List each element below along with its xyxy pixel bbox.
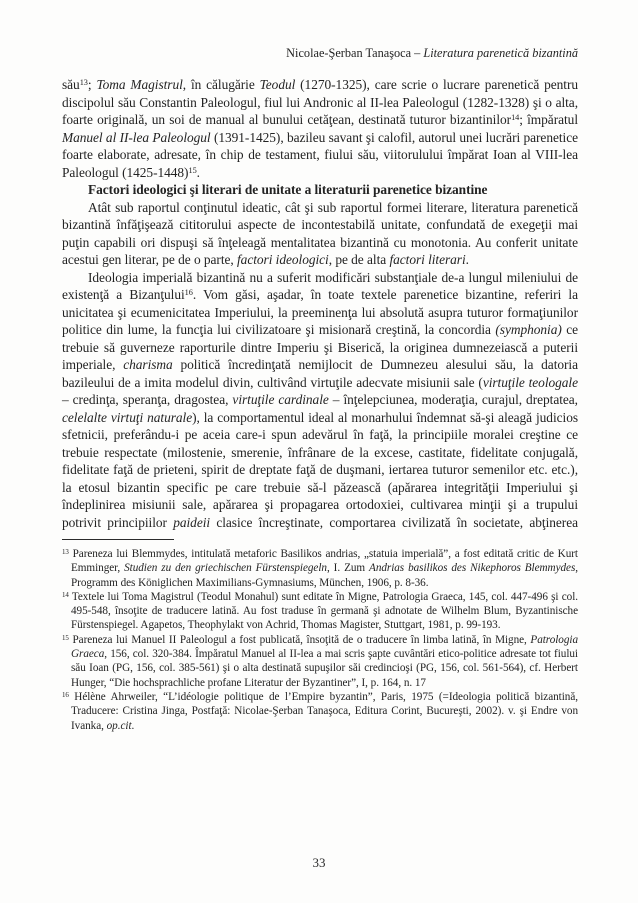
paragraph: Atât sub raportul conţinutul ideatic, cât şi sub raportul formei literare, literatura parenetică bizantină înfăţişează cititorului aspecte de incontestabilă unitate, confundată de exegeţii mai puţin capabili ori dispuşi să înţeleagă mentalitatea bizantină cu monotonia. Au conferit unitate acestui gen literar, pe de o parte, factori ideologici, pe de alta factori literari. [62, 199, 578, 267]
section-heading: Factori ideologici şi literari de unitate a literaturii parenetice bizantine [88, 182, 488, 197]
footnote-separator [62, 539, 174, 540]
page-number: 33 [312, 855, 326, 870]
paragraph: Ideologia imperială bizantină nu a suferit modificări substanţiale de-a lungul mileniului de existenţă a Bizanţului$^{16}$. Vom găsi, aşadar, în toate textele parenetice bizantine, referiri la unicitatea şi ecumenicitatea Imperiului, la preeminenţa lui absolută asupra tuturor formaţiunilor politice din lume, la funcţia lui civilizatoare şi misionară creştină, la concordia (symphonia) ce trebuie să guverneze raporturile dintre Imperiu şi Biserică, la originea dumnezeiască a puterii imperiale, charisma politică încredinţată nemijlocit de Dumnezeu alesului său, la datoria bazileului de a imita modelul divin, cultivând virtuţile adecvate misiunii sale (virtuţile teologale – credinţa, speranţa, dragostea, virtuţile cardinale – înţelepciunea, moderaţia, curajul, dreptatea, celelalte virtuţi naturale), la comportamentul ideal al monarhului îndemnat să-şi aleagă judicios sfetnicii, preferându-i pe aceia care-i spun adevărul în faţă, la principiile moralei creştine ce trebuie respectate (milostenie, smerenie, înfrânare de la excese, castitate, fidelitate conjugală, fidelitate faţă de prieteni, spirit de dreptate faţă de duşmani, iertarea tuturor semenilor etc. etc.), la etosul bizantin specific pe care trebuie să-l păzească (apărarea integrităţii Imperiului şi îndeplinirea misiunii sale, apărarea şi propagarea ortodoxiei, cultivarea minţii şi a trupului potrivit principiilor paideii clasice încreştinate, comportarea civilizată în societate, abţinerea [62, 269, 578, 530]
footnote-15: $^{15}$ Pareneza lui Manuel II Paleologul a fost publicată, însoţită de o traducere în limba latină, în Migne, Patrologia Graeca, 156, col. 320-384. Împăratul Manuel al II-lea a mai scris şapte cuvântări etico-politice adresate tot fiului său Ioan (PG, 156, col. 385-561) şi o alta destinată supuşilor săi credincioşi (PG, 156, col. 561-564), cf. Herbert Hunger, “Die hochsprachliche profane Literatur der Byzantiner”, I, p. 164, n. 17 [62, 633, 578, 689]
footnotes [62, 547, 578, 733]
footnote-14: $^{14}$ Textele lui Toma Magistrul (Teodul Monahul) sunt editate în Migne, Patrologia Graeca, 145, col. 447-496 şi col. 495-548, însoţite de traducere latină. Au fost traduse în germană şi adnotate de Wilhelm Blum, Byzantinische Fürstenspiegel. Agapetos, Theophylakt von Achrid, Thomas Magister, Stuttgart, 1981, p. 99-193. [62, 590, 578, 632]
running-header [62, 46, 578, 60]
paragraph-continuation: său$^{13}$; Toma Magistrul, în călugărie Teodul (1270-1325), care scrie o lucrare parenetică pentru discipolul său Constantin Paleologul, fiul lui Andronic al II-lea Paleologul (1282-1328) şi o alta, foarte originală, un soi de manual al bunului cetăţean, destinată tuturor bizantinilor$^{14}$; împăratul Manuel al II-lea Paleologul (1391-1425), bazileu savant şi calofil, autorul unei lucrări parenetice foarte elaborate, adresate, în chip de testament, fiului său, viitorulului împărat Ioan al VIII-lea Paleologul (1425-1448)$^{15}$. [62, 77, 579, 180]
header-work-title: Literatura parenetică bizantină [423, 46, 578, 60]
header-author: Nicolae-Şerban Tanaşoca [286, 46, 412, 60]
header-separator: – [411, 46, 424, 60]
body-text [62, 76, 578, 531]
footnote-16: $^{16}$ Hélène Ahrweiler, “L’idéologie politique de l’Empire byzantin”, Paris, 1975 (=Ideologia politică bizantină, Traducere: Cristina Jinga, Postfaţă: Nicolae-Şerban Tanaşoca, Editura Corint, Bucureşti, 2002). v. şi Endre von Ivanka, op.cit. [62, 690, 578, 732]
footnote-13: $^{13}$ Pareneza lui Blemmydes, intitulată metaforic Basilikos andrias, „statuia imperială”, a fost editată critic de Kurt Emminger, Studien zu den griechischen Fürstenspiegeln, I. Zum Andrias basilikos des Nikephoros Blemmydes, Programm des Königlichen Maximilians-Gymnasiums, München, 1906, p. 8-36. [62, 547, 579, 589]
